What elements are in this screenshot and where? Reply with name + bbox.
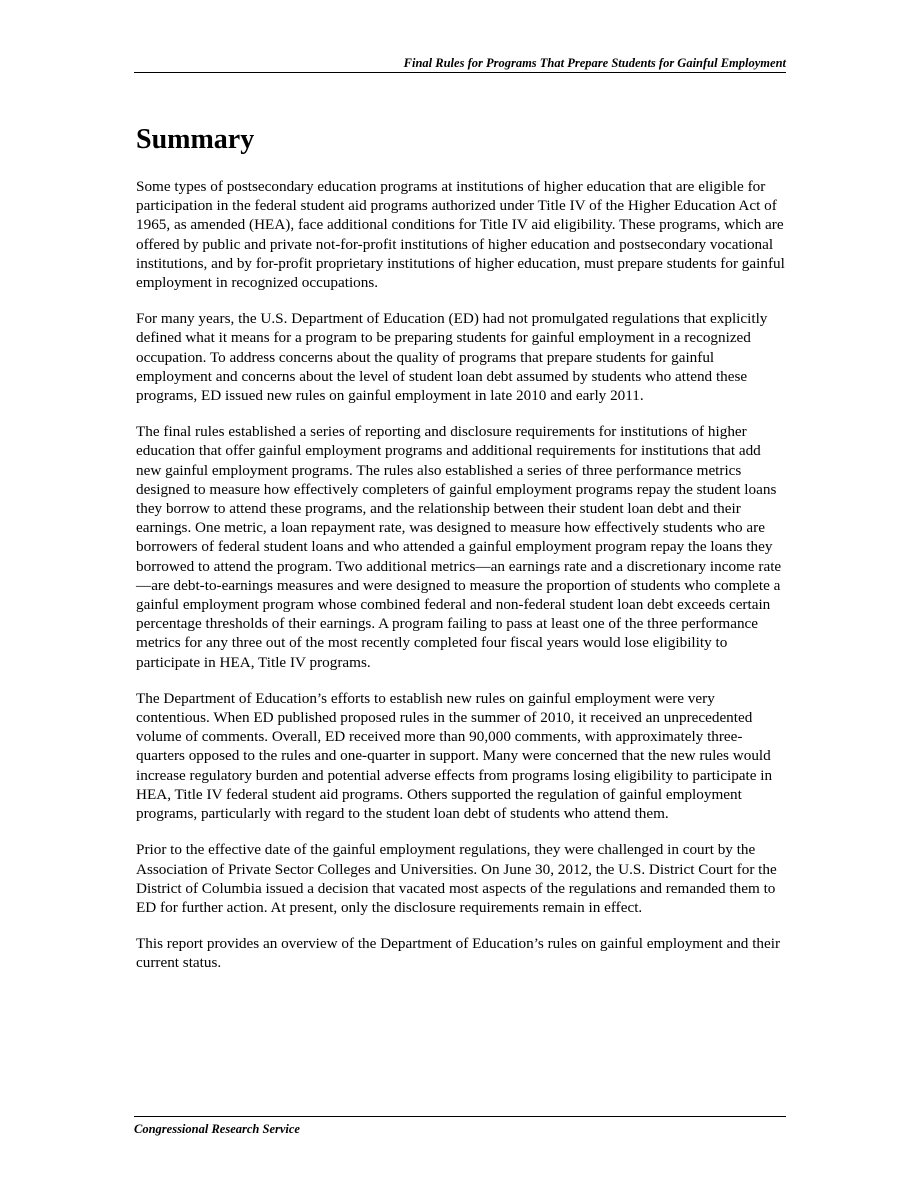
paragraph-1: Some types of postsecondary education programs at institutions of higher education that are eligible for participation in the federal student aid programs authorized under Title IV of the Higher Education Act of 1965, as amended (HEA), face additional conditions for Title IV aid eligibility. These programs, which are offered by public and private not-for-profit institutions of higher education and postsecondary vocational institutions, and by for-profit proprietary institutions of higher education, must prepare students for gainful employment in recognized occupations. (136, 178, 785, 292)
running-header-title: Final Rules for Programs That Prepare Students for Gainful Employment (403, 56, 786, 70)
footer-organization: Congressional Research Service (134, 1122, 300, 1136)
page-title: Summary (136, 124, 255, 155)
body-text (136, 177, 786, 990)
paragraph-4: The Department of Education’s efforts to establish new rules on gainful employment were very contentious. When ED published proposed rules in the summer of 2010, it received an unprecedented volume of comments. Overall, ED received more than 90,000 comments, with approximately three-quarters opposed to the rules and one-quarter in support. Many were concerned that the new rules would increase regulatory burden and potential adverse effects from programs losing eligibility to participate in HEA, Title IV federal student aid programs. Others supported the regulation of gainful employment programs, particularly with regard to the student loan debt of students who attend them. (136, 689, 773, 823)
running-footer (134, 1116, 786, 1136)
running-header (134, 56, 786, 73)
paragraph-2: For many years, the U.S. Department of Education (ED) had not promulgated regulations that explicitly defined what it means for a program to be preparing students for gainful employment in a recognized occupation. To address concerns about the quality of programs that prepare students for gainful employment and concerns about the level of student loan debt assumed by students who attend these programs, ED issued new rules on gainful employment in late 2010 and early 2011. (136, 310, 768, 405)
paragraph-6: This report provides an overview of the Department of Education’s rules on gainful employment and their current status. (136, 935, 781, 972)
paragraph-3: The final rules established a series of reporting and disclosure requirements for institutions of higher education that offer gainful employment programs and additional requirements for institutions that add new gainful employment programs. The rules also established a series of three performance metrics designed to measure how effectively completers of gainful employment programs repay the student loans they borrow to attend these programs, and the relationship between their student loan debt and their earnings. One metric, a loan repayment rate, was designed to measure how effectively students who are borrowers of federal student loans and who attended a gainful employment program repay the loans they borrowed to attend the program. Two additional metrics—an earnings rate and a discretionary income rate—are debt-to-earnings measures and were designed to measure the proportion of students who complete a gainful employment program whose combined federal and non-federal student loan debt exceeds certain percentage thresholds of their earnings. A program failing to pass at least one of the three performance metrics for any three out of the most recently completed four fiscal years would lose eligibility to participate in HEA, Title IV programs. (136, 423, 782, 671)
paragraph-5: Prior to the effective date of the gainful employment regulations, they were challenged in court by the Association of Private Sector Colleges and Universities. On June 30, 2012, the U.S. District Court for the District of Columbia issued a decision that vacated most aspects of the regulations and remanded them to ED for further action. At present, only the disclosure requirements remain in effect. (136, 841, 777, 916)
